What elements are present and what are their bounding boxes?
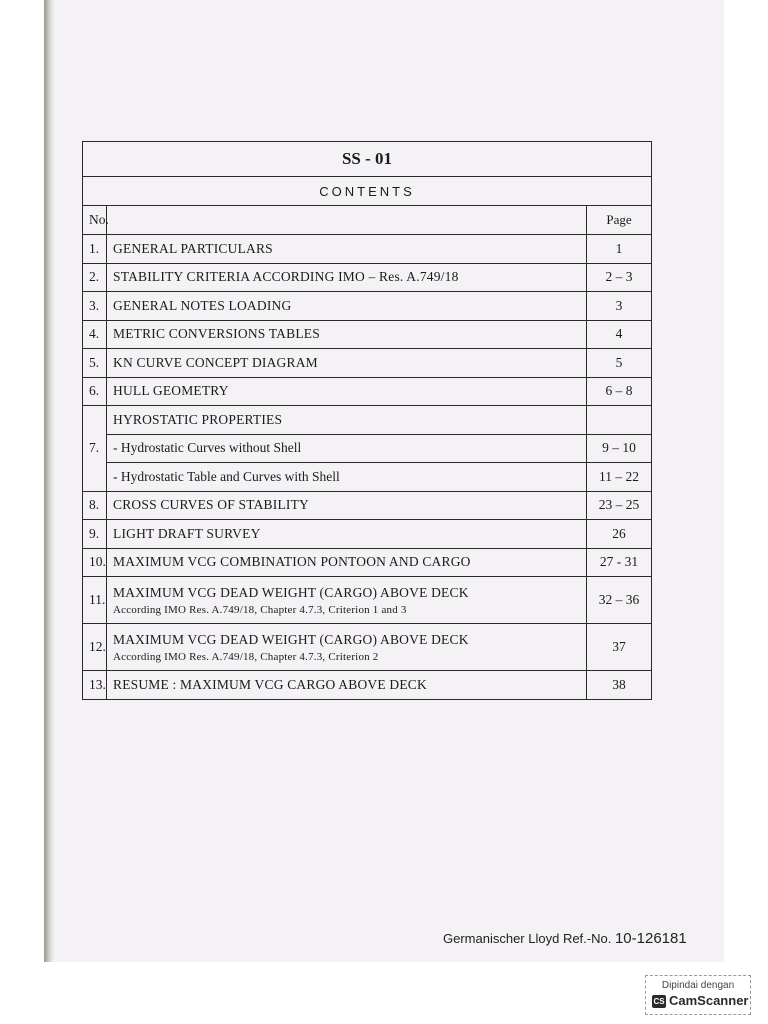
contents-heading-row <box>83 177 652 206</box>
row-page: 5 <box>586 349 651 378</box>
row-subtitle: According IMO Res. A.749/18, Chapter 4.7.3, Criterion 1 and 3 <box>113 603 407 616</box>
row-page: 4 <box>586 320 651 349</box>
table-row <box>83 491 652 520</box>
row-title: GENERAL PARTICULARS <box>107 235 587 264</box>
row-page: 3 <box>586 292 651 321</box>
header-row <box>83 206 652 235</box>
row-title: HYROSTATIC PROPERTIES <box>107 406 587 435</box>
row-page: 37 <box>586 624 651 671</box>
row-number: 3. <box>83 292 107 321</box>
table-row <box>83 320 652 349</box>
contents-table <box>82 141 652 700</box>
row-page: 27 - 31 <box>586 548 651 577</box>
row-page: 32 – 36 <box>586 577 651 624</box>
table-row <box>83 235 652 264</box>
row-page: 23 – 25 <box>586 491 651 520</box>
reference-label: Germanischer Lloyd Ref.-No. <box>443 931 612 946</box>
row-title: CROSS CURVES OF STABILITY <box>107 491 587 520</box>
table-row <box>83 377 652 406</box>
row-number: 1. <box>83 235 107 264</box>
row-page: 11 – 22 <box>586 463 651 492</box>
row-title: GENERAL NOTES LOADING <box>107 292 587 321</box>
page-edge-shadow <box>44 0 54 962</box>
row-page-empty <box>586 406 651 435</box>
camscanner-logo-icon: CS <box>653 997 665 1006</box>
row-number: 4. <box>83 320 107 349</box>
row-number: 5. <box>83 349 107 378</box>
row-number: 6. <box>83 377 107 406</box>
document-title: SS - 01 <box>83 142 652 177</box>
row-number: 7. <box>83 406 107 492</box>
row-subtitle: According IMO Res. A.749/18, Chapter 4.7.3, Criterion 2 <box>113 650 379 663</box>
camscanner-watermark <box>645 975 751 1015</box>
row-title: MAXIMUM VCG DEAD WEIGHT (CARGO) ABOVE DECK <box>113 631 469 647</box>
row-number: 2. <box>83 263 107 292</box>
row-title-block <box>107 577 587 624</box>
row-page: 2 – 3 <box>586 263 651 292</box>
row-number: 8. <box>83 491 107 520</box>
column-header-no: No. <box>83 206 107 235</box>
row-page: 9 – 10 <box>586 434 651 463</box>
table-row <box>83 406 652 435</box>
row-title: METRIC CONVERSIONS TABLES <box>107 320 587 349</box>
table-row <box>83 577 652 624</box>
row-title: HULL GEOMETRY <box>107 377 587 406</box>
column-header-page: Page <box>586 206 651 235</box>
row-number: 12. <box>83 624 107 671</box>
row-page: 38 <box>586 671 651 700</box>
row-page: 26 <box>586 520 651 549</box>
reference-footer <box>443 930 687 947</box>
table-row <box>83 671 652 700</box>
table-row <box>83 263 652 292</box>
table-row <box>83 349 652 378</box>
scanner-caption: Dipindai dengan <box>661 980 735 991</box>
row-subtitle: - Hydrostatic Curves without Shell <box>107 434 587 463</box>
column-header-blank <box>107 206 587 235</box>
row-page: 6 – 8 <box>586 377 651 406</box>
row-number: 11. <box>83 577 107 624</box>
row-title: MAXIMUM VCG DEAD WEIGHT (CARGO) ABOVE DECK <box>113 584 469 600</box>
row-title: MAXIMUM VCG COMBINATION PONTOON AND CARGO <box>107 548 587 577</box>
row-title-block <box>107 624 587 671</box>
table-row <box>83 463 652 492</box>
table-row <box>83 520 652 549</box>
row-title: RESUME : MAXIMUM VCG CARGO ABOVE DECK <box>107 671 587 700</box>
row-title: LIGHT DRAFT SURVEY <box>107 520 587 549</box>
table-row <box>83 624 652 671</box>
contents-heading: CONTENTS <box>83 177 652 206</box>
row-number: 9. <box>83 520 107 549</box>
row-number: 13. <box>83 671 107 700</box>
row-subtitle: - Hydrostatic Table and Curves with Shell <box>107 463 587 492</box>
row-number: 10. <box>83 548 107 577</box>
table-row <box>83 434 652 463</box>
scanner-brand: CamScanner <box>669 993 749 1008</box>
row-title: KN CURVE CONCEPT DIAGRAM <box>107 349 587 378</box>
table-row <box>83 548 652 577</box>
row-title: STABILITY CRITERIA ACCORDING IMO – Res. A.749/18 <box>107 263 587 292</box>
title-row <box>83 142 652 177</box>
table-row <box>83 292 652 321</box>
row-page: 1 <box>586 235 651 264</box>
reference-number: 10-126181 <box>614 930 687 947</box>
